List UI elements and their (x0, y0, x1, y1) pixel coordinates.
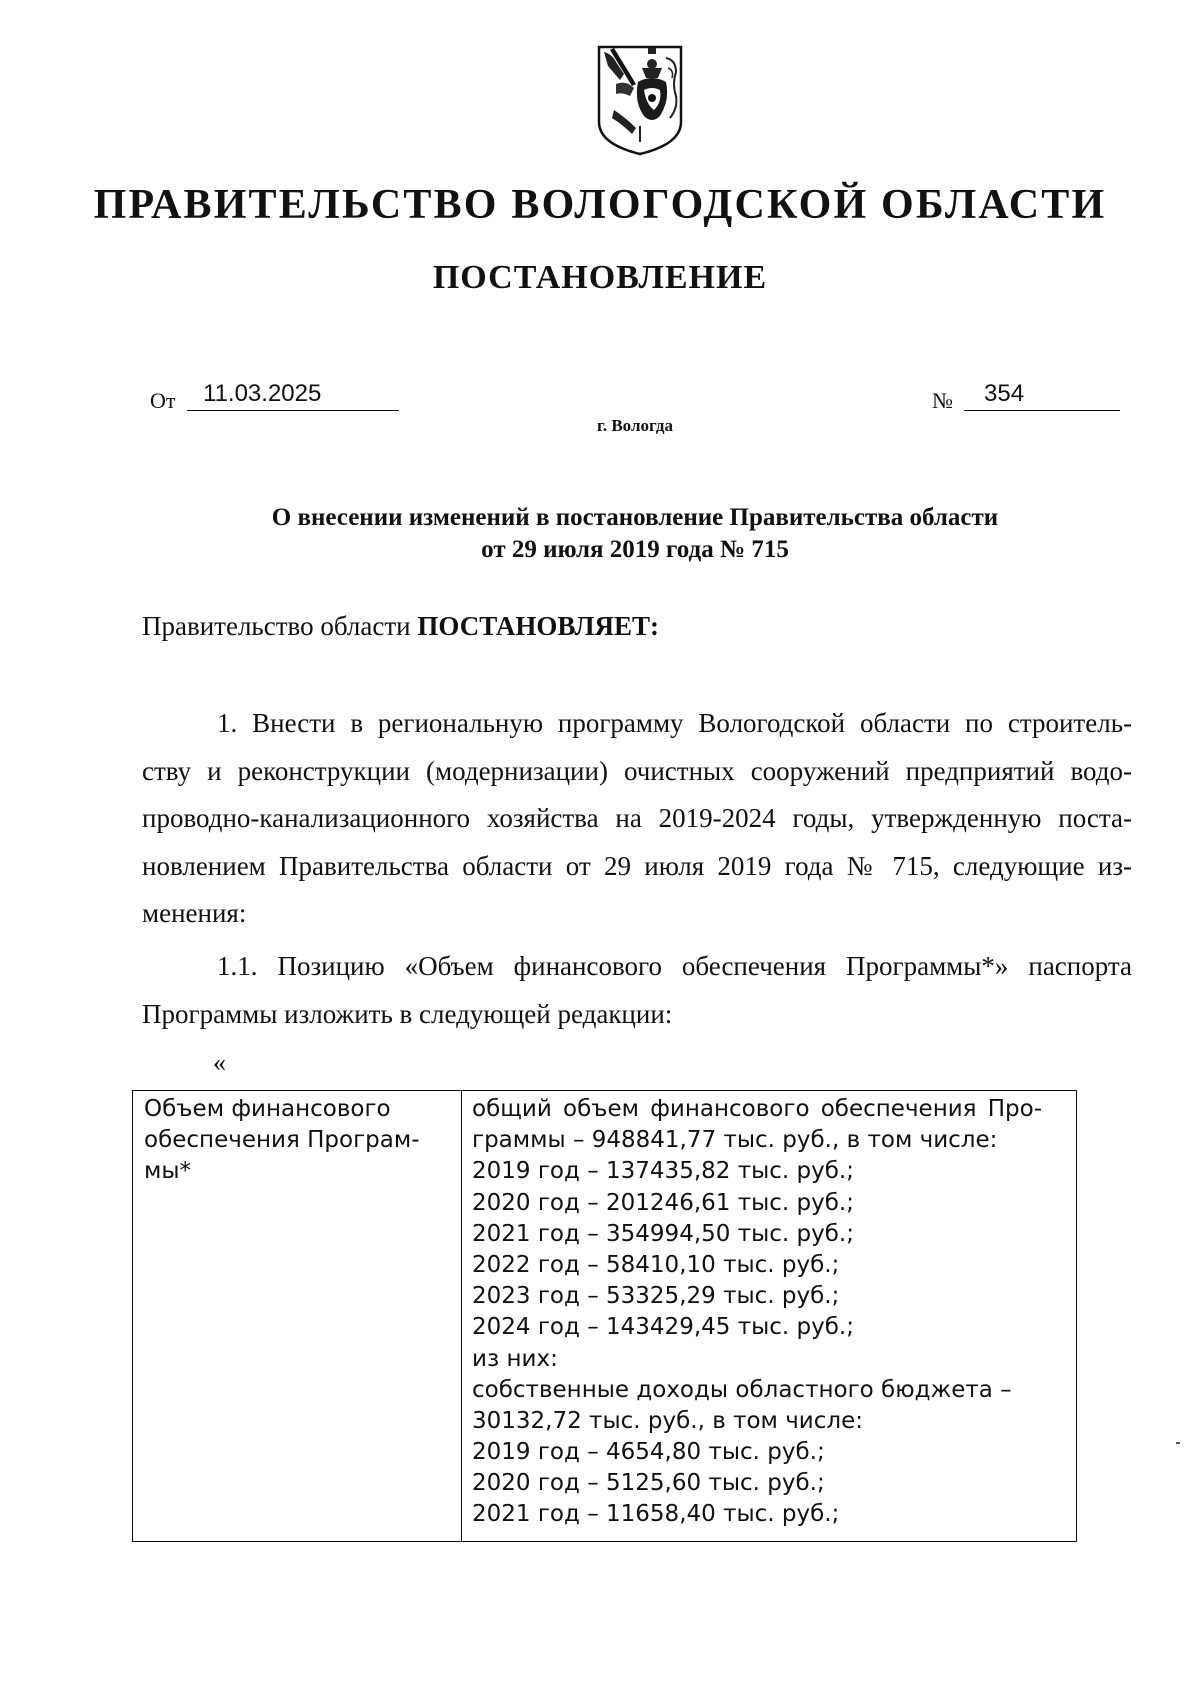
opening-quote: « (213, 1048, 226, 1077)
document-subject (0, 502, 1200, 566)
document-type: ПОСТАНОВЛЕНИЕ (432, 259, 768, 296)
paragraph-line: проводно-канализационного хозяйства на 2019-2024 годы, утвержденную поста- (142, 803, 1132, 833)
vologda-coat-of-arms-icon (596, 44, 684, 156)
subject-line: от 29 июля 2019 года № 715 (481, 536, 789, 563)
decree-prefix: Правительство области (142, 611, 418, 641)
cell-line: общий объем финансового обеспечения Про- (472, 1096, 1042, 1122)
number-label: № (932, 388, 953, 413)
cell-line: 2021 год – 11658,40 тыс. руб.; (472, 1501, 840, 1528)
cell-line: 2024 год – 143429,45 тыс. руб.; (472, 1314, 854, 1341)
cell-line: 2022 год – 58410,10 тыс. руб.; (472, 1251, 840, 1278)
cell-line: 2019 год – 4654,80 тыс. руб.; (472, 1439, 825, 1466)
decree-statement (142, 608, 659, 644)
subject-line: О внесении изменений в постановление Правительства области (271, 504, 999, 531)
coat-of-arms-emblem (596, 44, 684, 156)
table-cell-value (472, 1094, 1042, 1531)
cell-line: 30132,72 тыс. руб., в том числе: (472, 1407, 863, 1434)
paragraph-line: Программы изложить в следующей редакции: (142, 998, 673, 1029)
cell-line: мы* (144, 1158, 192, 1185)
paragraph-line: новлением Правительства области от 29 июля 2019 года № 715, следующие из- (142, 850, 1132, 881)
document-number: 354 (964, 378, 1120, 411)
paragraph-line: 1. Внести в региональную программу Вологодской области по строитель- (217, 708, 1132, 738)
cell-line: 2020 год – 201246,61 тыс. руб.; (472, 1189, 854, 1216)
scan-speck (1176, 1442, 1180, 1444)
table-cell-label (144, 1094, 454, 1188)
cell-line: 2023 год – 53325,29 тыс. руб.; (472, 1283, 840, 1310)
city: г. Вологда (597, 416, 673, 435)
cell-line: 2020 год – 5125,60 тыс. руб.; (472, 1470, 825, 1497)
paragraph-line: ству и реконструкции (модернизации) очистных сооружений предприятий водо- (142, 755, 1132, 786)
paragraph-line: 1.1. Позицию «Объем финансового обеспечения Программы*» паспорта (217, 951, 1132, 981)
table-column-divider (461, 1090, 462, 1542)
cell-line: Объем финансового (144, 1096, 391, 1122)
cell-line: собственные доходы областного бюджета – (472, 1376, 1012, 1403)
document-date: 11.03.2025 (187, 378, 399, 411)
cell-line: обеспечения Програм- (144, 1127, 420, 1154)
paragraph-1-1 (142, 943, 1132, 1038)
cell-line: граммы – 948841,77 тыс. руб., в том числе: (472, 1127, 998, 1154)
cell-line: из них: (472, 1345, 558, 1372)
paragraph-1 (142, 700, 1132, 938)
government-title: ПРАВИТЕЛЬСТВО ВОЛОГОДСКОЙ ОБЛАСТИ (93, 182, 1107, 228)
paragraph-line: менения: (142, 898, 247, 928)
cell-line: 2021 год – 354994,50 тыс. руб.; (472, 1220, 854, 1247)
cell-line: 2019 год – 137435,82 тыс. руб.; (472, 1158, 854, 1185)
date-label: От (150, 388, 176, 413)
decree-verb: ПОСТАНОВЛЯЕТ: (417, 611, 659, 641)
